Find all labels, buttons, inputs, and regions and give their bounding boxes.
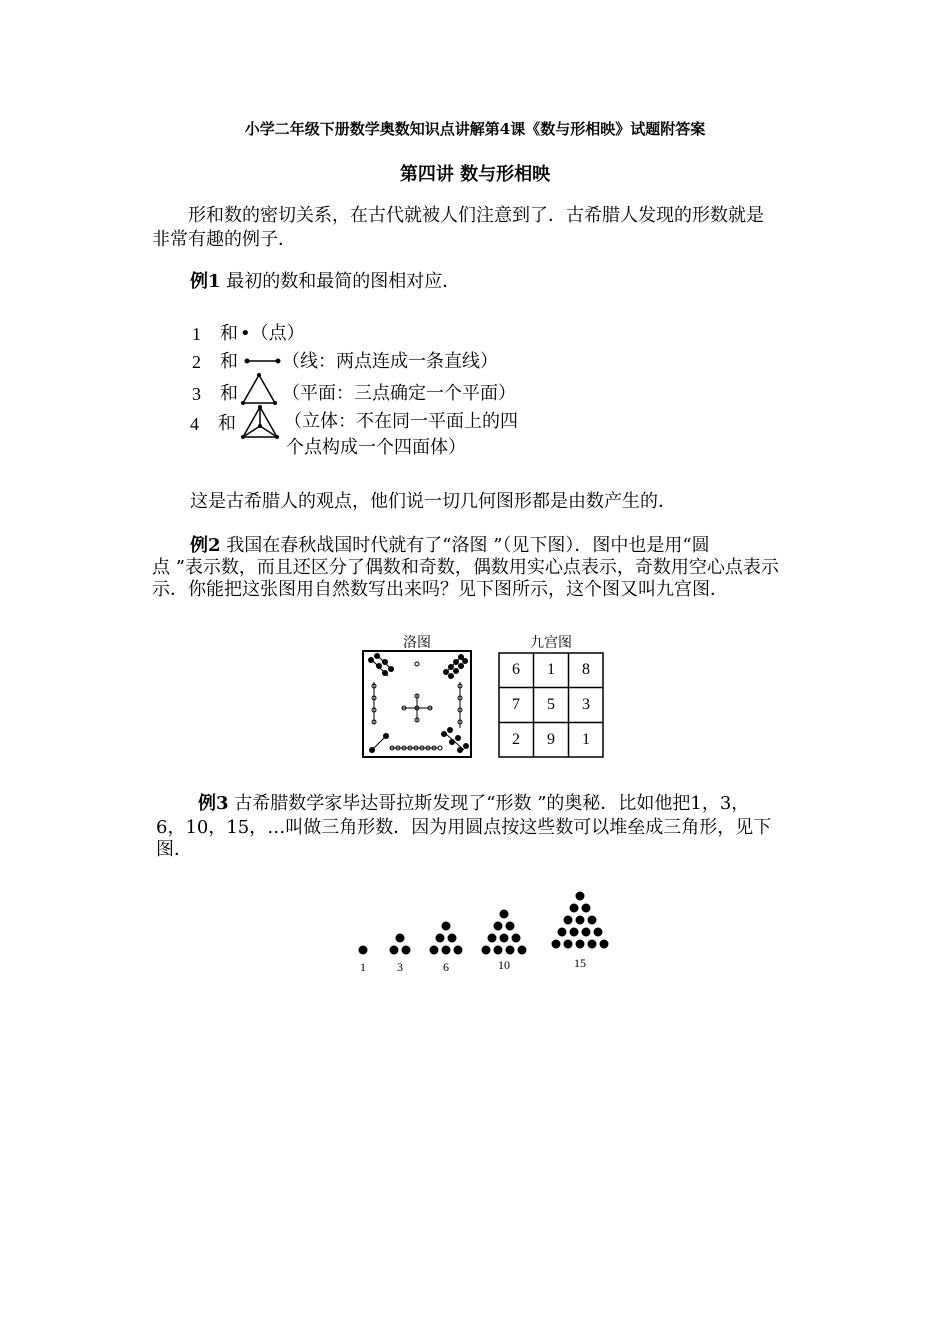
dot bbox=[576, 892, 585, 901]
grid-cell: 9 bbox=[547, 731, 555, 748]
example-2-line-1: 例2 我国在春秋战国时代就有了“洛图 ”（见下图）．图中也是用“圆 bbox=[190, 535, 710, 556]
dot bbox=[588, 940, 597, 949]
document-title: 小学二年级下册数学奥数知识点讲解第4课《数与形相映》试题附答案 bbox=[244, 120, 706, 138]
grid-cell: 6 bbox=[512, 661, 520, 678]
dot bbox=[448, 934, 457, 943]
example-1-label: 例1 bbox=[190, 271, 221, 292]
triangular-label-1: 1 bbox=[360, 960, 366, 974]
dot bbox=[582, 904, 591, 913]
item-3-desc: （平面：三点确定一个平面） bbox=[282, 383, 516, 404]
dot bbox=[570, 928, 579, 937]
dot bbox=[488, 934, 497, 943]
example-3-line-3: 图． bbox=[156, 839, 192, 860]
dot bbox=[506, 922, 515, 931]
dot bbox=[396, 934, 405, 943]
dot bbox=[402, 946, 411, 955]
item-2-desc: （线：两点连成一条直线） bbox=[282, 351, 498, 372]
item-1-desc: •（点） bbox=[240, 323, 305, 344]
dot bbox=[494, 922, 503, 931]
example-3-label: 例3 bbox=[198, 793, 229, 814]
jiugong-grid bbox=[498, 652, 604, 758]
dot bbox=[482, 946, 491, 955]
grid-cell: 2 bbox=[512, 731, 520, 748]
item-4-number: 4 bbox=[190, 414, 199, 434]
item-4-he: 和 bbox=[218, 413, 236, 434]
dot bbox=[582, 928, 591, 937]
triangular-label-10: 10 bbox=[498, 958, 510, 972]
dot bbox=[442, 922, 451, 931]
triangular-numbers-figure bbox=[340, 880, 640, 960]
line-segment-figure bbox=[244, 352, 282, 370]
grid-cell: 3 bbox=[582, 696, 590, 713]
example-1-conclusion: 这是古希腊人的观点，他们说一切几何图形都是由数产生的． bbox=[190, 491, 676, 512]
dot bbox=[500, 934, 509, 943]
dot bbox=[564, 940, 573, 949]
dot bbox=[576, 916, 585, 925]
dot bbox=[390, 946, 399, 955]
dot bbox=[506, 946, 515, 955]
item-4-desc: （立体：不在同一平面上的四 bbox=[284, 411, 518, 432]
dot bbox=[588, 916, 597, 925]
dot bbox=[442, 946, 451, 955]
dot bbox=[594, 928, 603, 937]
example-1-text: 最初的数和最简的图相对应． bbox=[226, 271, 461, 292]
dot bbox=[558, 928, 567, 937]
dot bbox=[518, 946, 527, 955]
dot bbox=[600, 940, 609, 949]
grid-cell: 1 bbox=[582, 731, 590, 748]
intro-line-1: 形和数的密切关系，在古代就被人们注意到了．古希腊人发现的形数就是 bbox=[188, 205, 764, 226]
dot bbox=[430, 946, 439, 955]
example-1-header bbox=[190, 270, 460, 294]
example-2-line-3: 示．你能把这张图用自然数写出来吗？见下图所示，这个图又叫九宫图． bbox=[152, 579, 728, 600]
luotu-caption: 洛图 bbox=[403, 635, 431, 651]
dot bbox=[359, 946, 368, 955]
triangular-label-15: 15 bbox=[574, 956, 586, 970]
item-2-he: 和 bbox=[220, 351, 238, 372]
dot bbox=[570, 904, 579, 913]
dot bbox=[512, 934, 521, 943]
intro-line-2: 非常有趣的例子． bbox=[152, 229, 296, 250]
item-4-desc-cont: 个点构成一个四面体） bbox=[286, 437, 466, 458]
tetrahedron-figure bbox=[240, 404, 280, 440]
example-2-line-2: 点 ”表示数，而且还区分了偶数和奇数，偶数用实心点表示，奇数用空心点表示 bbox=[152, 557, 779, 578]
grid-cell: 8 bbox=[582, 661, 590, 678]
example-3-line-2: 6，10，15，…叫做三角形数．因为用圆点按这些数可以堆垒成三角形，见下 bbox=[156, 817, 772, 838]
luotu-diagram bbox=[362, 650, 472, 758]
grid-cell: 7 bbox=[512, 696, 520, 713]
dot bbox=[436, 934, 445, 943]
item-2-number: 2 bbox=[192, 352, 201, 372]
item-1-number: 1 bbox=[192, 324, 201, 344]
example-3-line-1: 例3 古希腊数学家毕达哥拉斯发现了“形数 ”的奥秘．比如他把1，3， bbox=[198, 793, 750, 814]
grid-cell: 1 bbox=[547, 661, 555, 678]
example-2-label: 例2 bbox=[190, 535, 221, 556]
item-3-number: 3 bbox=[192, 384, 201, 404]
dot bbox=[494, 946, 503, 955]
triangular-label-6: 6 bbox=[443, 960, 449, 974]
dot bbox=[454, 946, 463, 955]
triangular-label-3: 3 bbox=[397, 960, 403, 974]
lesson-title: 第四讲 数与形相映 bbox=[399, 164, 551, 185]
triangle-figure bbox=[240, 372, 278, 406]
dot bbox=[500, 910, 509, 919]
dot bbox=[564, 916, 573, 925]
item-1-he: 和 bbox=[220, 323, 238, 344]
item-3-he: 和 bbox=[220, 383, 238, 404]
grid-cell: 5 bbox=[547, 696, 555, 713]
dot bbox=[552, 940, 561, 949]
dot bbox=[576, 940, 585, 949]
jiugong-caption: 九宫图 bbox=[530, 635, 572, 651]
